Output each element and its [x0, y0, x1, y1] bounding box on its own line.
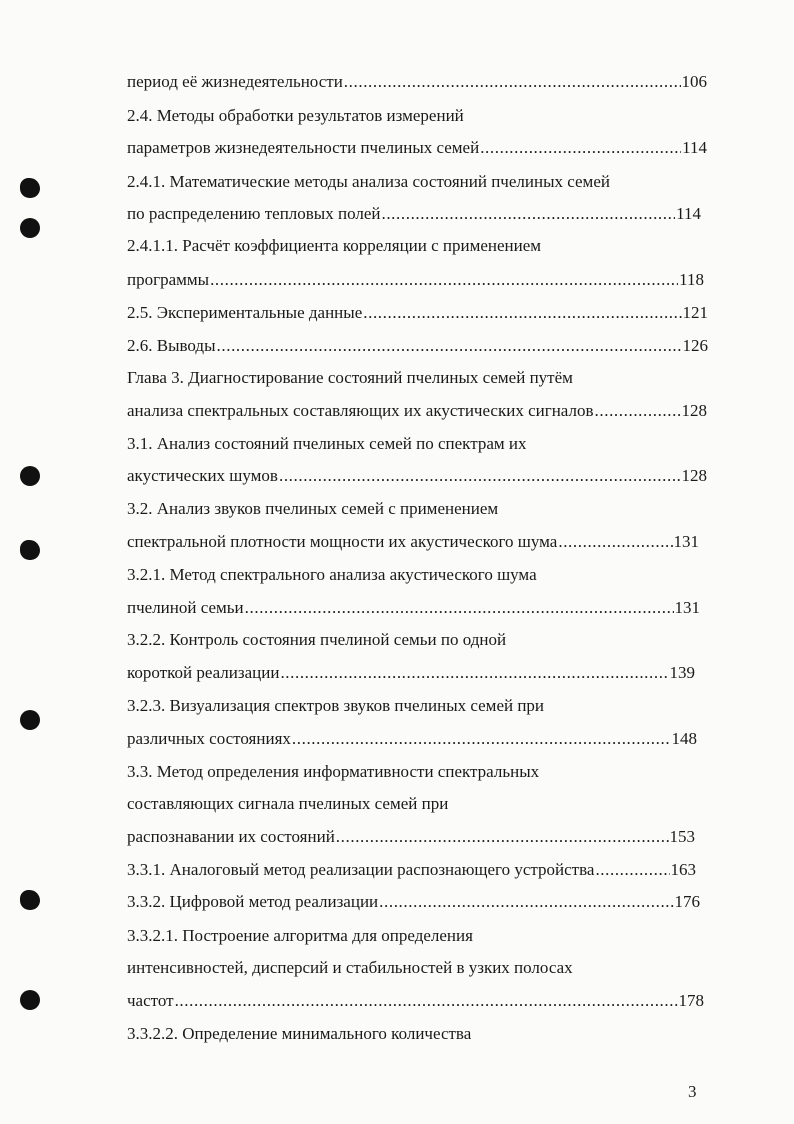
toc-entry-title: 3.3.1. Аналоговый метод реализации распознающего устройства [127, 860, 595, 879]
toc-entry [127, 727, 697, 751]
toc-entry [127, 399, 707, 423]
dot-leader [558, 530, 672, 554]
toc-entry [127, 825, 695, 849]
toc-entry-title: интенсивностей, дисперсий и стабильностей в узких полосах [127, 958, 573, 977]
toc-entry-page: 128 [681, 401, 707, 420]
punch-hole [20, 218, 40, 238]
punch-hole [20, 710, 40, 730]
dot-leader [292, 727, 671, 751]
toc-entry [127, 464, 707, 488]
dot-leader [280, 661, 668, 685]
toc-entry-title: Глава 3. Диагностирование состояний пчелиных семей путём [127, 368, 573, 387]
punch-hole [20, 178, 40, 198]
dot-leader [344, 70, 681, 94]
toc-entry-page: 153 [669, 827, 695, 846]
toc-entry-title: спектральной плотности мощности их акустического шума [127, 532, 558, 551]
punch-hole [20, 540, 40, 560]
toc-entry [127, 301, 708, 325]
toc-entry-page: 176 [674, 892, 700, 911]
toc-entry-title: 3.3. Метод определения информативности спектральных [127, 762, 540, 781]
dot-leader [480, 136, 681, 160]
toc-entry-title: 2.6. Выводы [127, 336, 216, 355]
toc-entry-title: 3.2.2. Контроль состояния пчелиной семьи по одной [127, 630, 507, 649]
toc-entry-page: 148 [671, 729, 697, 748]
toc-entry-title: короткой реализации [127, 663, 280, 682]
toc-entry-title: 3.1. Анализ состояний пчелиных семей по спектрам их [127, 434, 527, 453]
toc-entry-page: 114 [676, 204, 701, 223]
toc-entry-title: параметров жизнедеятельности пчелиных семей [127, 138, 480, 157]
toc-entry-page: 131 [673, 532, 699, 551]
toc-entry-page: 178 [678, 991, 704, 1010]
toc-entry-page: 131 [674, 598, 700, 617]
toc-entry [127, 989, 704, 1013]
punch-hole [20, 990, 40, 1010]
toc-entry-title: 3.2. Анализ звуков пчелиных семей с применением [127, 499, 499, 518]
dot-leader [245, 596, 674, 620]
toc-entry [127, 530, 699, 554]
toc-entry [127, 334, 708, 358]
toc-entry-title: 2.4. Методы обработки результатов измерений [127, 106, 464, 125]
dot-leader [595, 399, 681, 423]
toc-entry [127, 596, 700, 620]
toc-entry-title: период её жизнедеятельности [127, 72, 343, 91]
dot-leader [279, 464, 681, 488]
toc-entry [127, 858, 696, 882]
toc-entry-page: 121 [682, 303, 708, 322]
toc-entry-title: пчелиной семьи [127, 598, 244, 617]
toc-entry [127, 268, 704, 292]
toc-entry-page: 163 [670, 860, 696, 879]
toc-entry [127, 136, 707, 160]
toc-entry-title: по распределению тепловых полей [127, 204, 381, 223]
toc-entry-title: анализа спектральных составляющих их акустических сигналов [127, 401, 594, 420]
toc-entry-title: программы [127, 270, 210, 289]
toc-entry-title: составляющих сигнала пчелиных семей при [127, 794, 449, 813]
toc-entry-page: 126 [682, 336, 708, 355]
punch-hole [20, 466, 40, 486]
toc-entry [127, 202, 701, 226]
dot-leader [175, 989, 678, 1013]
toc-entry-title: 2.4.1. Математические методы анализа состояний пчелиных семей [127, 172, 610, 191]
dot-leader [210, 268, 678, 292]
toc-entry-title: частот [127, 991, 174, 1010]
toc-entry-title: 2.4.1.1. Расчёт коэффициента корреляции с применением [127, 236, 542, 255]
dot-leader [379, 890, 673, 914]
page-number: 3 [688, 1082, 697, 1101]
toc-entry-page: 139 [669, 663, 695, 682]
toc-entry-page: 114 [682, 138, 707, 157]
toc-entry-title: 3.2.3. Визуализация спектров звуков пчелиных семей при [127, 696, 545, 715]
punch-hole [20, 890, 40, 910]
toc-entry-title: 3.3.2.1. Построение алгоритма для определения [127, 926, 473, 945]
toc-entry-title: 3.3.2. Цифровой метод реализации [127, 892, 379, 911]
dot-leader [336, 825, 669, 849]
dot-leader [217, 334, 682, 358]
toc-entry-title: различных состояниях [127, 729, 291, 748]
toc-entry-title: распознавании их состояний [127, 827, 335, 846]
toc-entry-page: 118 [679, 270, 704, 289]
toc-entry-title: 3.2.1. Метод спектрального анализа акустического шума [127, 565, 537, 584]
toc-entry [127, 70, 707, 94]
toc-entry-page: 128 [681, 466, 707, 485]
dot-leader [381, 202, 675, 226]
dot-leader [595, 858, 669, 882]
toc-entry-title: 2.5. Экспериментальные данные [127, 303, 363, 322]
toc-entry-title: акустических шумов [127, 466, 278, 485]
toc-entry-title: 3.3.2.2. Определение минимального количества [127, 1024, 472, 1043]
toc-entry [127, 890, 700, 914]
dot-leader [363, 301, 681, 325]
toc-entry [127, 661, 695, 685]
toc-entry-page: 106 [681, 72, 707, 91]
